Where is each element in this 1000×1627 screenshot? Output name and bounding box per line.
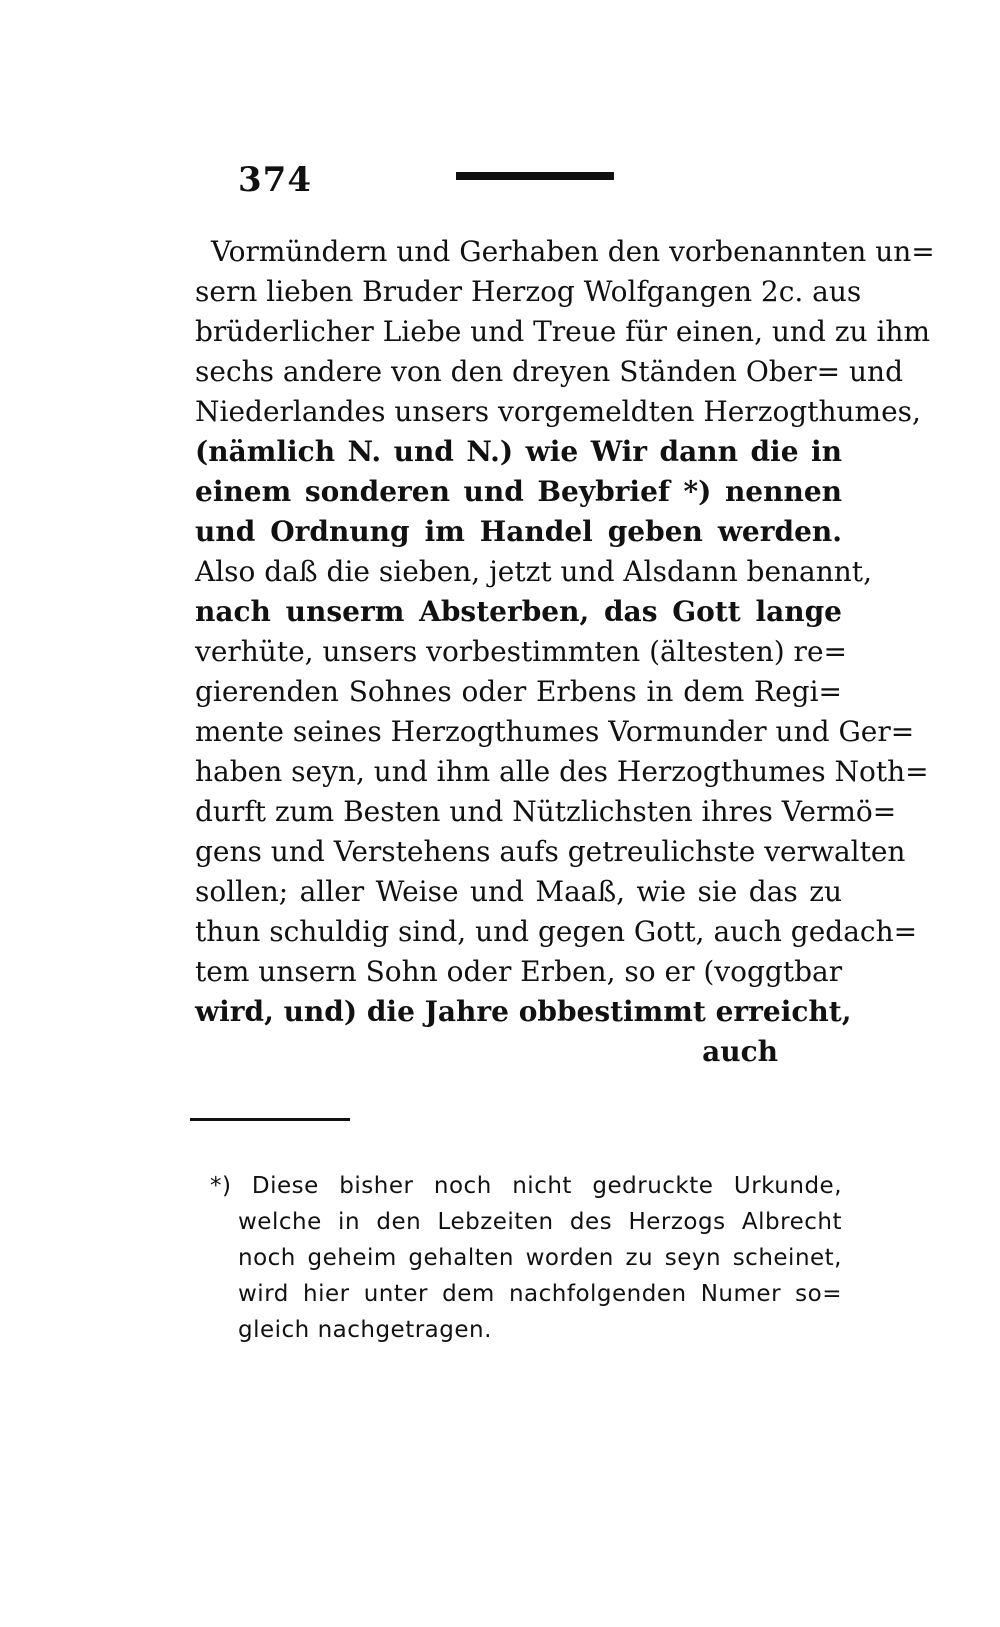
body-line: brüderlicher Liebe und Treue für einen, und zu ihm [195, 315, 930, 348]
footnote-line: welche in den Lebzeiten des Herzogs Albrecht [238, 1209, 842, 1235]
footnote-rule [190, 1118, 350, 1121]
catchword: auch [702, 1035, 778, 1068]
body-line: Also daß die sieben, jetzt und Alsdann benannt, [195, 555, 872, 588]
body-line: sollen; aller Weise und Maaß, wie sie das zu [195, 875, 842, 908]
body-line: haben seyn, und ihm alle des Herzogthumes Noth= [195, 755, 929, 788]
body-line: Niederlandes unsers vorgemeldten Herzogthumes, [195, 395, 921, 428]
footnote-line: gleich nachgetragen. [238, 1317, 492, 1343]
footnote-line: *) Diese bisher noch nicht gedruckte Urkunde, [210, 1173, 842, 1199]
body-line: durft zum Besten und Nützlichsten ihres Vermö= [195, 795, 897, 828]
footnote-line: wird hier unter dem nachfolgenden Numer so= [238, 1281, 842, 1307]
body-line: thun schuldig sind, und gegen Gott, auch gedach= [195, 915, 918, 948]
body-line: gierenden Sohnes oder Erbens in dem Regi= [195, 675, 842, 708]
page-number: 374 [238, 160, 312, 200]
body-line: nach unserm Absterben, das Gott lange [195, 595, 842, 628]
body-line: gens und Verstehens aufs getreulichste verwalten [195, 835, 906, 868]
body-text [195, 232, 935, 1072]
body-line: sechs andere von den dreyen Ständen Ober= und [195, 355, 904, 388]
body-line: einem sonderen und Beybrief *) nennen [195, 475, 842, 508]
body-line: tem unsern Sohn oder Erben, so er (voggtbar [195, 955, 843, 988]
body-line: und Ordnung im Handel geben werden. [195, 515, 842, 548]
body-line: (nämlich N. und N.) wie Wir dann die in [195, 435, 842, 468]
body-line: Vormündern und Gerhaben den vorbenannten un= [211, 235, 935, 268]
body-line: verhüte, unsers vorbestimmten (ältesten) re= [195, 635, 847, 668]
footnote [210, 1168, 842, 1348]
body-line: mente seines Herzogthumes Vormunder und Ger= [195, 715, 915, 748]
header-rule [456, 172, 614, 180]
body-line: sern lieben Bruder Herzog Wolfgangen 2c. aus [195, 275, 862, 308]
body-line: wird, und) die Jahre obbestimmt erreicht, [195, 995, 852, 1028]
footnote-line: noch geheim gehalten worden zu seyn scheinet, [238, 1245, 842, 1271]
